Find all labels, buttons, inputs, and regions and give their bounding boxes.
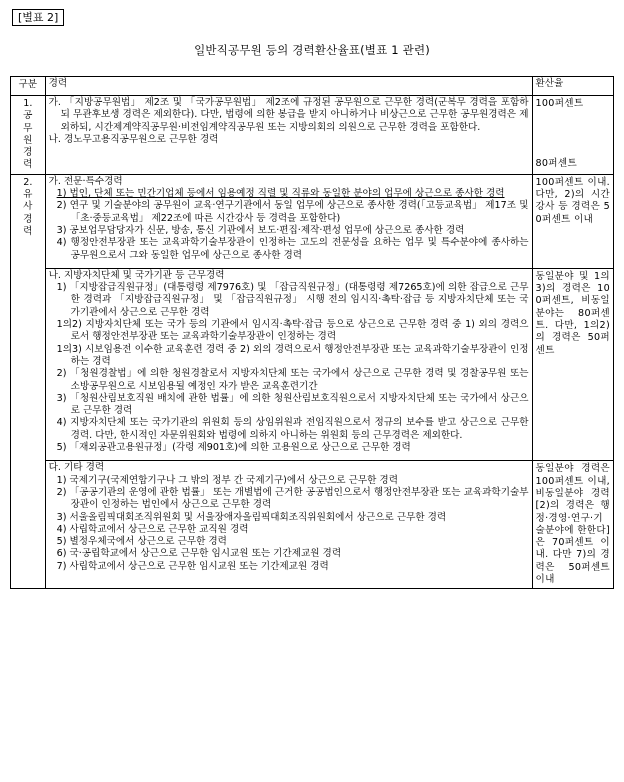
category-char: 사 [23, 201, 33, 213]
career-cell [45, 174, 532, 268]
career-item: 5) 별정우체국에서 상근으로 근무한 경력 [56, 536, 227, 548]
career-item: 4) 행정안전부장관 또는 교육과학기술부장관이 인정하는 고도의 전문성을 요하는 업무 및 특수분야에 종사하는 공무원으로서 그와 동일한 업무에 상근으로 종사한 경력 [56, 237, 529, 261]
annex-tag: [별표 2] [12, 9, 64, 26]
career-item: 1) 「지방잡급직원규정」(대통령령 제7976호) 및 「잡급직원규정」(대통령령 제7265호)에 의한 잡급으로 근무한 경력과 「지방잡급직원규정」 및 「잡급직원규정」 시행 전의 임시직·촉탁·잡급 등 지방자치단체 또는 국가기관에서 상근으로 근무한 경력 [56, 282, 529, 318]
table-header-row [11, 77, 614, 96]
career-cell [45, 96, 532, 175]
header-career: 경력 [45, 77, 532, 96]
category-char: 원 [23, 134, 33, 146]
category-char: 력 [23, 225, 33, 237]
section-heading: 나. 지방자치단체 및 국가기관 등 근무경력 [48, 269, 225, 281]
career-cell [45, 268, 532, 460]
header-category: 구분 [11, 77, 46, 96]
section-heading: 가. 전문·특수경력 [48, 175, 123, 187]
document-title: 일반직공무원 등의 경력환산율표(별표 1 관련) [194, 43, 430, 57]
career-item: 2) 「청원경찰법」에 의한 청원경찰로서 지방자치단체 또는 국가에서 상근으로 근무한 경력 및 경찰공무원 또는 소방공무원으로 시보임용될 예정인 자가 받은 교육훈련기간 [56, 368, 529, 392]
career-item: 1의3) 시보임용전 이수한 교육훈련 경력 중 2) 외의 경력으로서 행정안전부장관 또는 교육과학기술부장관이 인정하는 경력 [56, 343, 529, 367]
category-char: 경 [23, 147, 33, 159]
category-number: 1. [23, 98, 33, 109]
rate-ga: 100퍼센트 [535, 98, 584, 109]
career-item: 5) 「재외공관고용원규정」(각령 제901호)에 의한 고용원으로 상근으로 근무한 경력 [56, 442, 411, 454]
career-item: 1의2) 지방자치단체 또는 국가 등의 기관에서 임시직·촉탁·잡급 등으로 상근으로 근무한 경력 중 1) 외의 경력으로서 행정안전부장관 또는 교육과학기술부장관이 인정하는 경력 [56, 319, 529, 343]
career-item: 4) 사립학교에서 상근으로 근무한 교직원 경력 [56, 523, 249, 535]
career-item-ga: 가. 「지방공무원법」 제2조 및 「국가공무원법」 제2조에 규정된 공무원으로 근무한 경력(군복무 경력을 포함하되 무관후보생 경력은 제외한다). 다만, 법령에 의한 봉급을 받지 아니하거나 비상근으로 근무한 공무원경력은 제외하되, 시간제계약직공무원·비전임계약직공무원 또는 지방의회의 의원으로 근무한 경력을 포함한다. [48, 97, 529, 133]
career-item: 1) 법인, 단체 또는 민간기업체 등에서 임용예정 직렬 및 직류와 동일한 분야의 업무에 상근으로 종사한 경력 [56, 188, 505, 200]
rate-cell: 동일분야 및 1의3)의 경력은 100퍼센트, 비동일분야는 80퍼센트. 다만, 1의2)의 경력은 50퍼센트 [532, 268, 614, 460]
career-item: 4) 지방자치단체 또는 국가기관의 위원회 등의 상임위원과 전임직원으로서 정규의 보수를 받고 상근으로 근무한 경력. 다만, 한시적인 자문위원회와 법령에 의하지 아니하는 위원회 등의 근무경력은 제외한다. [56, 417, 529, 441]
rate-na: 80퍼센트 [535, 158, 578, 169]
category-char: 무 [23, 122, 33, 134]
category-cell-similar-career [11, 174, 46, 589]
career-conversion-table [10, 76, 614, 589]
category-char: 유 [23, 189, 33, 201]
table-row [11, 461, 614, 589]
category-char: 공 [23, 110, 33, 122]
table-row [11, 96, 614, 175]
rate-cell [532, 96, 614, 175]
category-cell-public-service [11, 96, 46, 175]
career-item: 6) 국·공립학교에서 상근으로 근무한 임시교원 또는 기간제교원 경력 [56, 548, 342, 560]
career-cell [45, 461, 532, 589]
table-row [11, 174, 614, 268]
rate-cell: 동일분야 경력은 100퍼센트 이내, 비동일분야 경력 [2)의 경력은 행정·경영·연구·기술분야에 한한다]은 70퍼센트 이내. 다만 7)의 경력은 50퍼센트 이내 [532, 461, 614, 589]
career-item: 7) 사립학교에서 상근으로 근무한 임시교원 또는 기간제교원 경력 [56, 560, 329, 572]
career-item: 1) 국제기구(국제연합기구나 그 밖의 정부 간 국제기구)에서 상근으로 근무한 경력 [56, 474, 398, 486]
career-item: 2) 연구 및 기술분야의 공무원이 교육·연구기관에서 동일 업무에 상근으로 종사한 경력(「고등교육법」 제17조 및 「초·중등교육법」 제22조에 따른 시간강사 등 경력을 포함한다) [56, 200, 529, 224]
career-item: 3) 「청원산림보호직원 배치에 관한 법률」에 의한 청원산림보호직원으로서 지방자치단체 또는 국가에서 상근으로 근무한 경력 [56, 392, 529, 417]
rate-cell: 100퍼센트 이내. 다만, 2)의 시간강사 등 경력은 50퍼센트 이내 [532, 174, 614, 268]
career-item-na: 나. 경노무고용직공무원으로 근무한 경력 [48, 133, 219, 145]
career-item: 2) 「공공기관의 운영에 관한 법률」 또는 개별법에 근거한 공공법인으로서 행정안전부장관 또는 교육과학기술부장관이 인정하는 법인에서 상근으로 근무한 경력 [56, 486, 529, 511]
category-number: 2. [23, 176, 33, 188]
category-char: 경 [23, 213, 33, 225]
header-rate: 환산율 [532, 77, 614, 96]
section-heading: 다. 기타 경력 [48, 462, 105, 474]
table-row [11, 268, 614, 460]
category-char: 력 [23, 159, 33, 171]
career-item: 3) 서울올림픽대회조직위원회 및 서울장애자올림픽대회조직위원회에서 상근으로 근무한 경력 [56, 511, 447, 523]
career-item: 3) 공보업무담당자가 신문, 방송, 통신 기관에서 보도·편집·제작·편성 업무에 상근으로 종사한 경력 [56, 224, 465, 236]
